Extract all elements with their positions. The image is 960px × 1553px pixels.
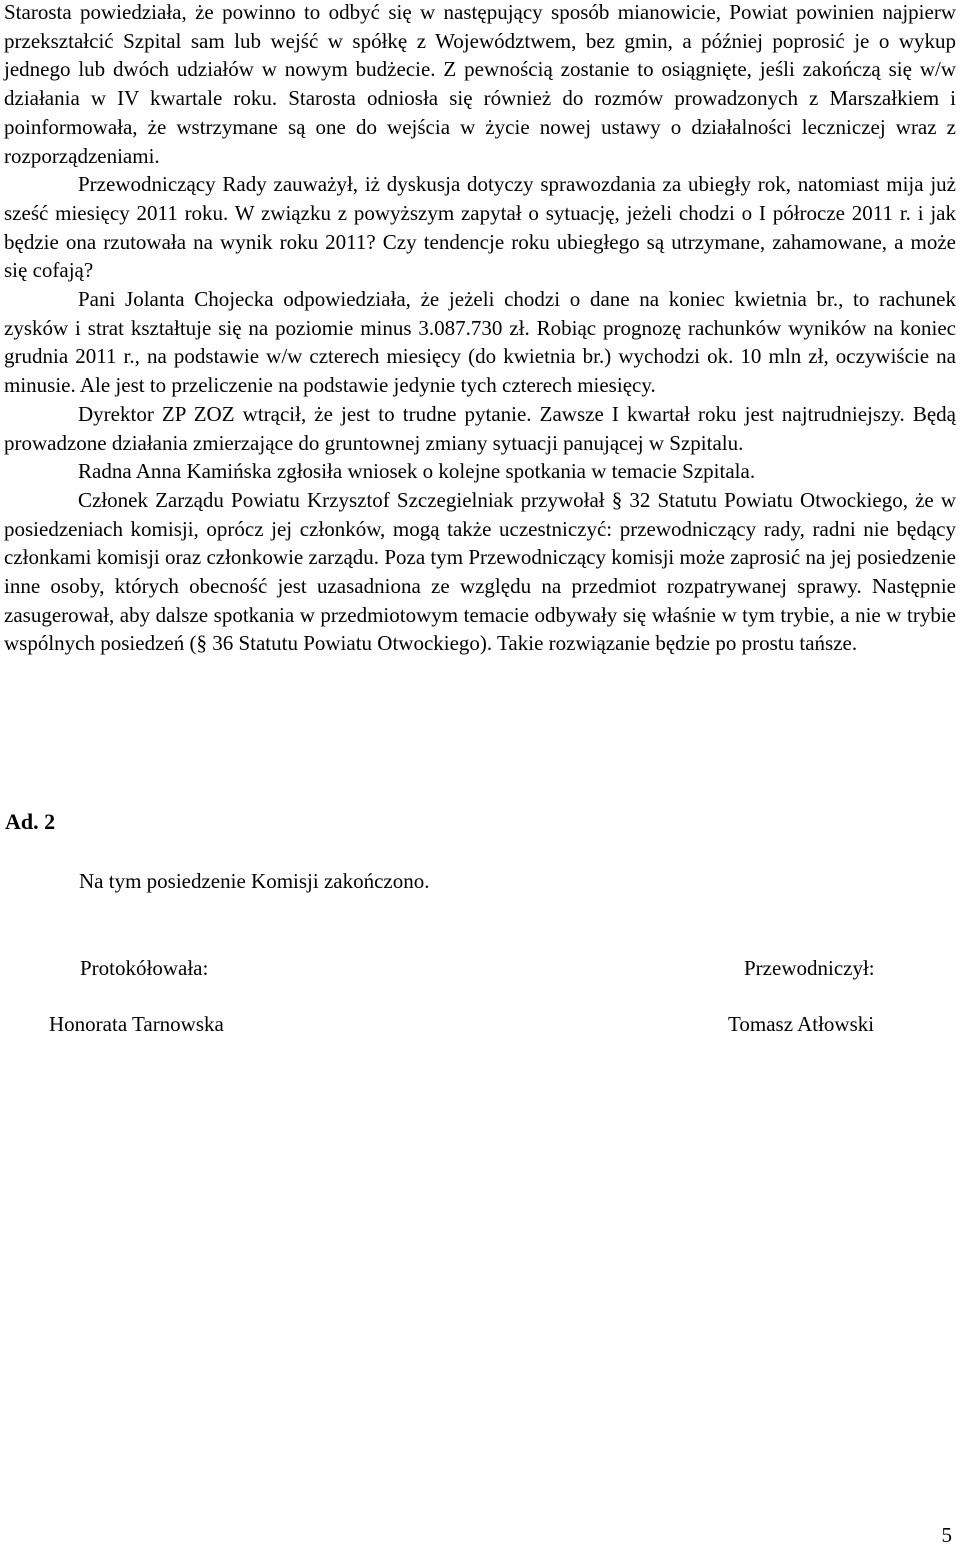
paragraph-dyrektor: Dyrektor ZP ZOZ wtrącił, że jest to trudne pytanie. Zawsze I kwartał roku jest najtrudniejszy. Będą prowadzone działania zmierzające do gruntownej zmiany sytuacji panującej w Szpitalu.	[4, 401, 956, 455]
paragraph-chojecka: Pani Jolanta Chojecka odpowiedziała, że jeżeli chodzi o dane na koniec kwietnia br., to rachunek zysków i strat kształtuje się na poziomie minus 3.087.730 zł. Robiąc prognozę rachunków wyników na koniec grudnia 2011 r., na podstawie w/w czterech miesięcy (do kwietnia br.) wychodzi ok. 10 mln zł, oczywiście na minusie. Ale jest to przeliczenie na podstawie jedynie tych czterech miesięcy.	[4, 287, 956, 398]
signature-name-left: Honorata Tarnowska	[49, 1012, 224, 1036]
paragraph-kaminska: Radna Anna Kamińska zgłosiła wniosek o kolejne spotkania w temacie Szpitala.	[78, 459, 756, 484]
paragraph-szczegielniak: Członek Zarządu Powiatu Krzysztof Szczegielniak przywołał § 32 Statutu Powiatu Otwockiego, że w posiedzeniach komisji, oprócz jej członków, mogą także uczestniczyć: przewodniczący rady, radni nie będący członkami komisji oraz członkowie zarządu. Poza tym Przewodniczący komisji może zaprosić na jej posiedzenie inne osoby, których obecność jest uzasadniona ze względu na przedmiot rozpatrywanej sprawy. Następnie zasugerował, aby dalsze spotkania w przedmiotowym temacie odbywały się właśnie w tym trybie, a nie w trybie wspólnych posiedzeń (§ 36 Statutu Powiatu Otwockiego). Takie rozwiązanie będzie po prostu tańsze.	[4, 487, 956, 656]
document-page	[4, 0, 956, 1553]
paragraph-przewodniczacy-rady: Przewodniczący Rady zauważył, iż dyskusja dotyczy sprawozdania za ubiegły rok, natomiast mija już sześć miesięcy 2011 roku. W związku z powyższym zapytał o sytuację, jeżeli chodzi o I półrocze 2011 r. i jak będzie ona rzutowała na wynik roku 2011? Czy tendencje roku ubiegłego są utrzymane, zahamowane, a może się cofają?	[4, 172, 956, 283]
paragraph-starosta: Starosta powiedziała, że powinno to odbyć się w następujący sposób mianowicie, Powiat powinien najpierw przekształcić Szpital sam lub wejść w spółkę z Województwem, bez gmin, a później poprosić je o wykup jednego lub dwóch udziałów w nowym budżecie. Z pewnością zostanie to osiągnięte, jeśli zakończą się w/w działania w IV kwartale roku. Starosta odniosła się również do rozmów prowadzonych z Marszałkiem i poinformowała, że wstrzymane są one do wejścia w życie nowej ustawy o działalności leczniczej wraz z rozporządzeniami.	[4, 0, 956, 168]
closing-sentence: Na tym posiedzenie Komisji zakończono.	[79, 869, 430, 893]
page-number: 5	[941, 1523, 952, 1547]
signature-label-left: Protokółowała:	[80, 956, 209, 980]
signature-name-right: Tomasz Atłowski	[728, 1012, 875, 1036]
signature-label-right: Przewodniczył:	[744, 956, 875, 980]
body-text	[4, 0, 956, 658]
section-heading: Ad. 2	[5, 809, 56, 834]
